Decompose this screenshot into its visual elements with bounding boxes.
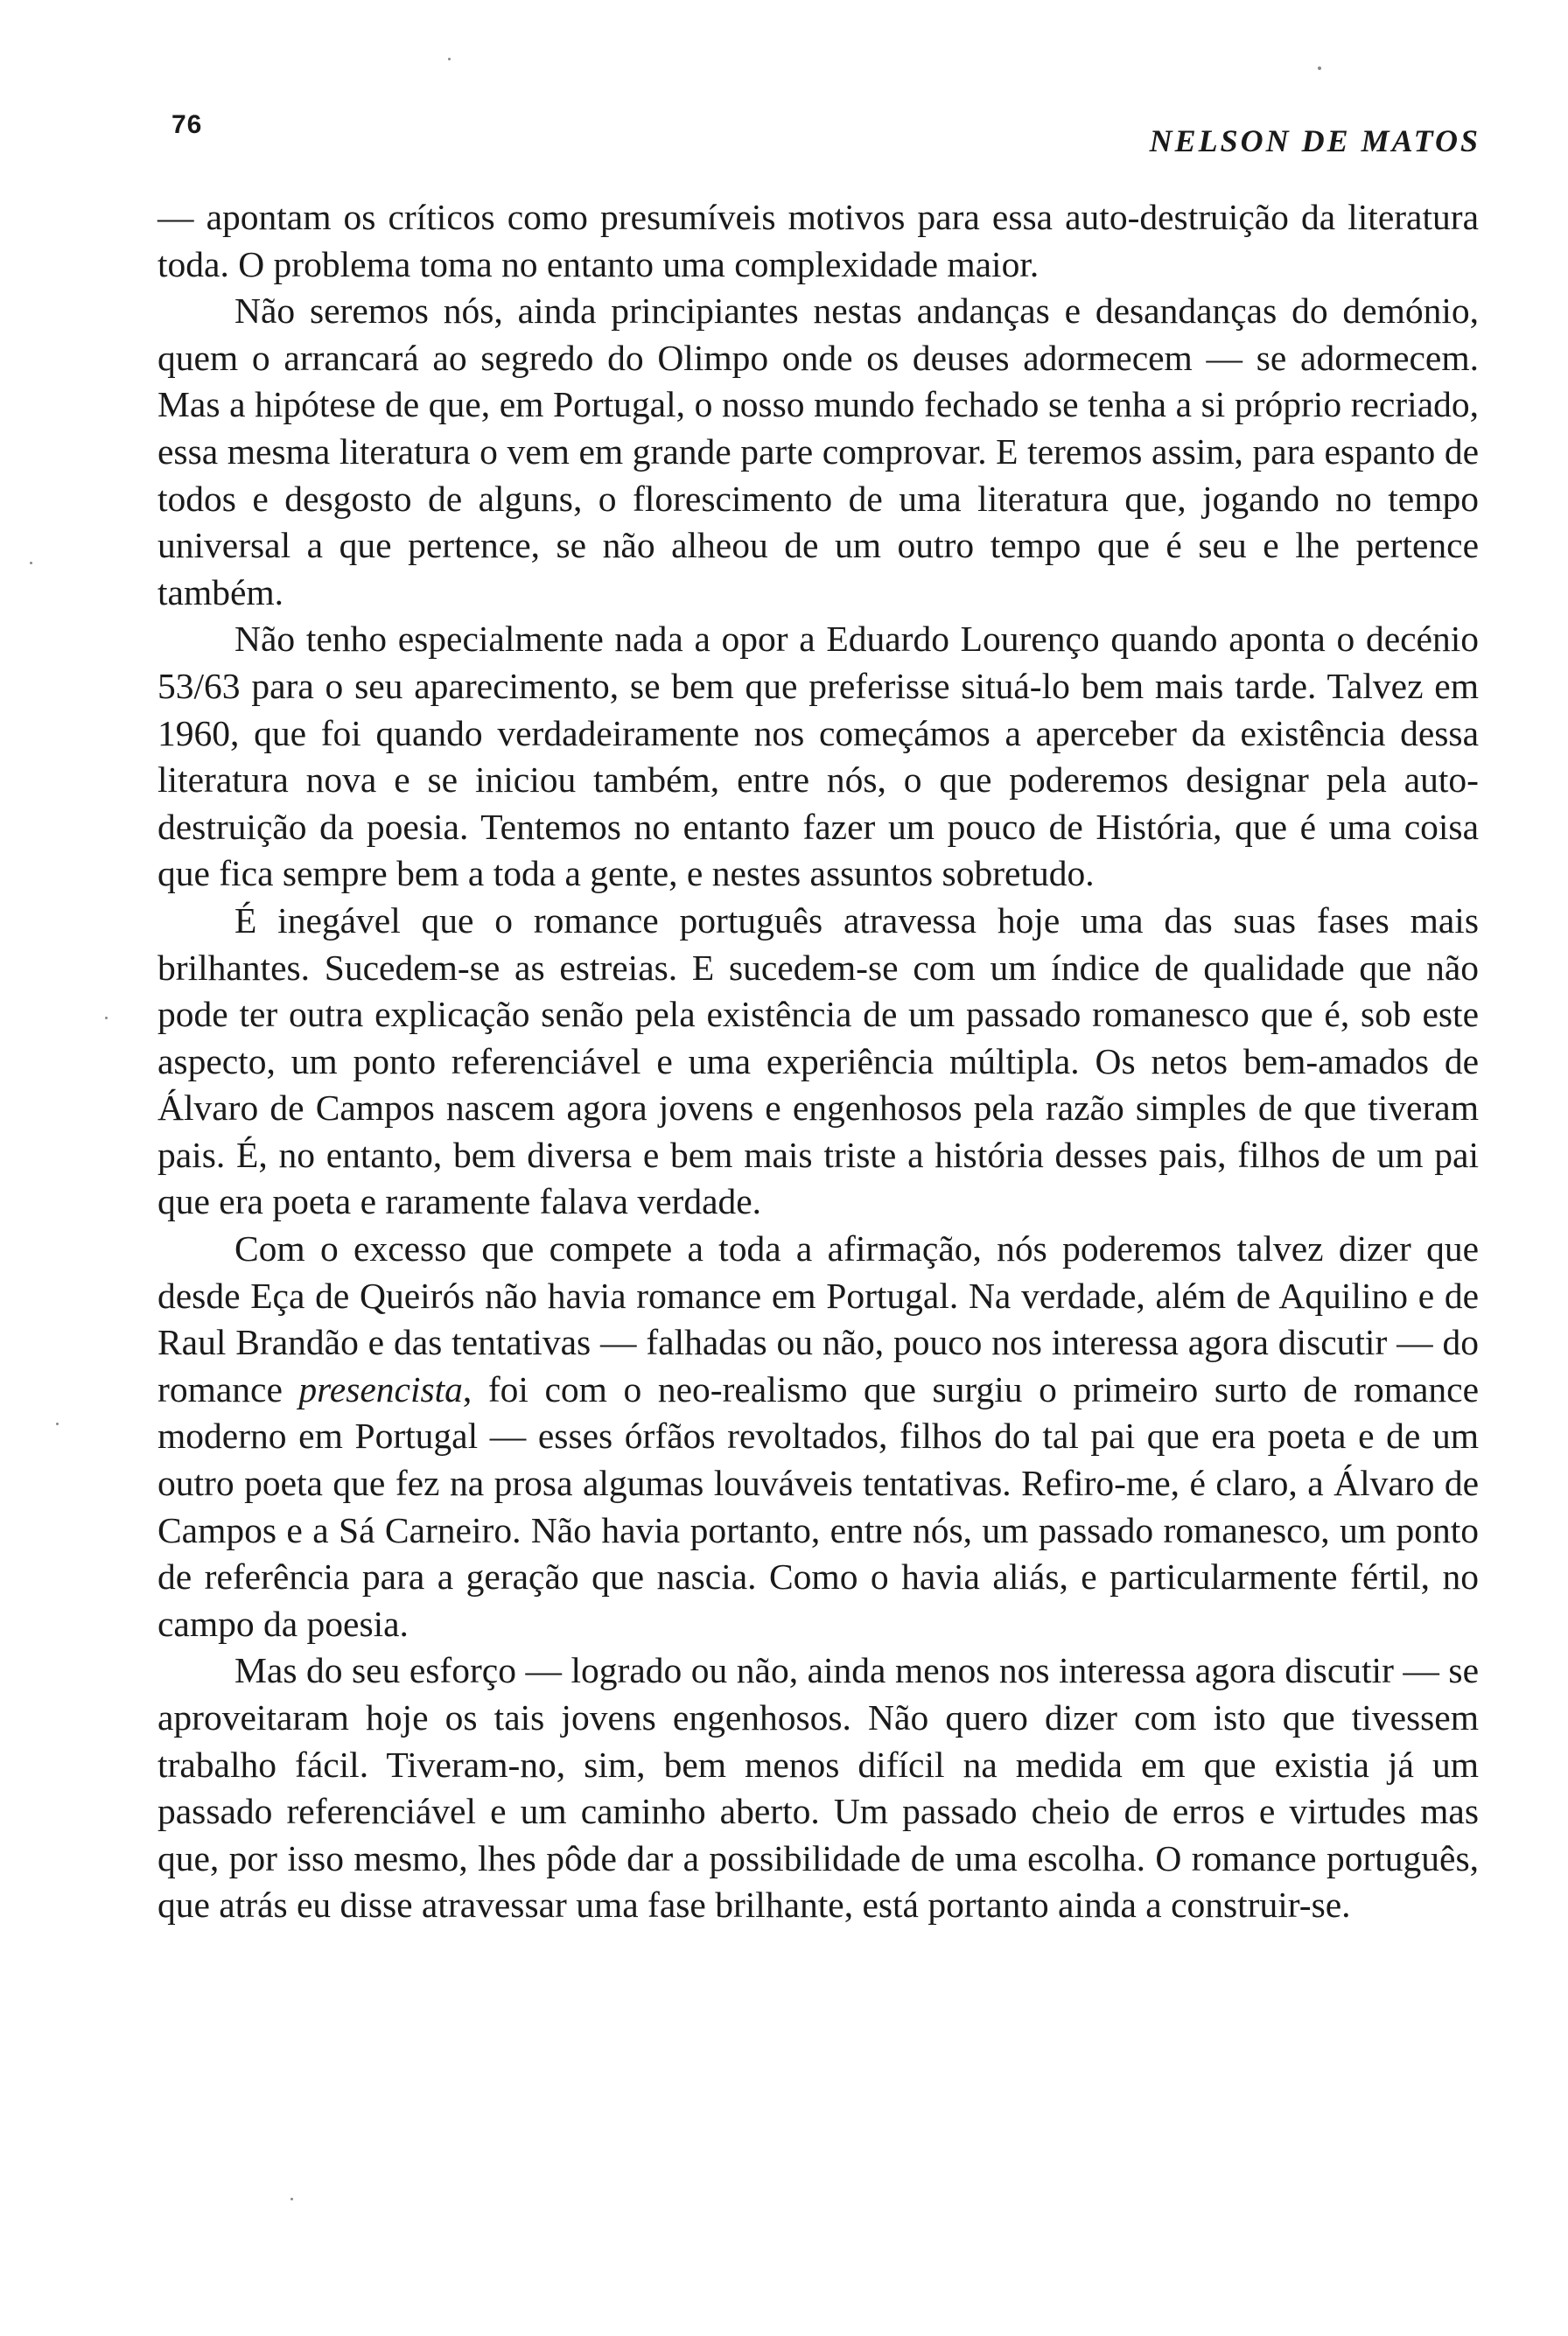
scan-speck xyxy=(448,58,451,60)
scan-speck xyxy=(30,562,32,564)
body-text xyxy=(158,194,1479,1929)
paragraph-5-text-before: Com o excesso que compete a toda a afirmação, nós poderemos talvez dizer que desde Eça de Queirós não havia romance em Portugal. Na verdade, além de Aquilino e de Raul Brandão e das tentativas — falhadas ou não, pouco nos interessa agora discutir — do romance xyxy=(158,1228,1479,1409)
scan-speck xyxy=(56,1423,59,1425)
running-head-author: NELSON DE MATOS xyxy=(1149,123,1480,158)
paragraph-6: Mas do seu esforço — logrado ou não, ainda menos nos interessa agora discutir — se aproveitaram hoje os tais jovens engenhosos. Não quero dizer com isto que tivessem trabalho fácil. Tiveram-no, sim, bem menos difícil na medida em que existia já um passado referenciável e um caminho aberto. Um passado cheio de erros e virtudes mas que, por isso mesmo, lhes pôde dar a possibilidade de uma escolha. O romance português, que atrás eu disse atravessar uma fase brilhante, está portanto ainda a construir-se. xyxy=(158,1650,1479,1926)
paragraph-3: Não tenho especialmente nada a opor a Eduardo Lourenço quando aponta o decénio 53/63 para o seu aparecimento, se bem que preferisse situá-lo bem mais tarde. Talvez em 1960, que foi quando verdadeiramente nos começámos a aperceber da existência dessa literatura nova e se iniciou também, entre nós, o que poderemos designar pela auto-destruição da poesia. Tentemos no entanto fazer um pouco de História, que é uma coisa que fica sempre bem a toda a gente, e nestes assuntos sobretudo. xyxy=(158,619,1479,894)
scan-speck xyxy=(290,2198,293,2200)
page-number: 76 xyxy=(172,110,203,139)
paragraph-5 xyxy=(158,1226,1479,1647)
scan-speck xyxy=(1318,66,1321,70)
paragraph-5-text-after: , foi com o neo-realismo que surgiu o primeiro surto de romance moderno em Portugal — esses órfãos revoltados, filhos do tal pai que era poeta e de um outro poeta que fez na prosa algumas louváveis tentativas. Refiro-me, é claro, a Álvaro de Campos e a Sá Carneiro. Não havia portanto, entre nós, um passado romanesco, um ponto de referência para a geração que nascia. Como o havia aliás, e particularmente fértil, no campo da poesia. xyxy=(158,1368,1479,1644)
paragraph-2: Não seremos nós, ainda principiantes nestas andanças e desandanças do demónio, quem o arrancará ao segredo do Olimpo onde os deuses adormecem — se adormecem. Mas a hipótese de que, em Portugal, o nosso mundo fechado se tenha a si próprio recriado, essa mesma literatura o vem em grande parte comprovar. E teremos assim, para espanto de todos e desgosto de alguns, o florescimento de uma literatura que, jogando no tempo universal a que pertence, se não alheou de um outro tempo que é seu e lhe pertence também. xyxy=(158,290,1479,612)
paragraph-1: — apontam os críticos como presumíveis motivos para essa auto-destruição da literatura toda. O problema toma no entanto uma complexidade maior. xyxy=(158,197,1479,284)
scan-speck xyxy=(105,1017,108,1019)
paragraph-4: É inegável que o romance português atravessa hoje uma das suas fases mais brilhantes. Sucedem-se as estreias. E sucedem-se com um índice de qualidade que não pode ter outra explicação senão pela existência de um passado romanesco que é, sob este aspecto, um ponto referenciável e uma experiência múltipla. Os netos bem-amados de Álvaro de Campos nascem agora jovens e engenhosos pela razão simples de que tiveram pais. É, no entanto, bem diversa e bem mais triste a história desses pais, filhos de um pai que era poeta e raramente falava verdade. xyxy=(158,899,1479,1222)
paragraph-5-emphasis: presencista xyxy=(298,1368,463,1409)
